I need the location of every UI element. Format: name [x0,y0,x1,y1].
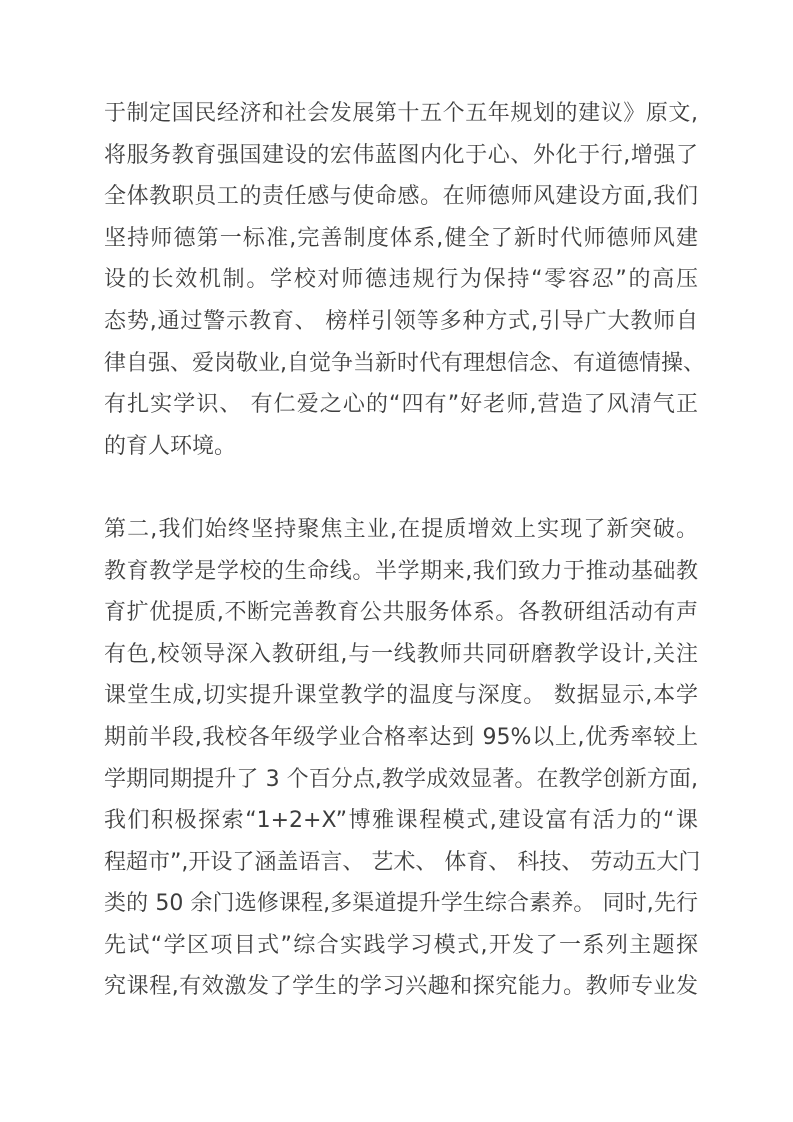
document-text-body [104,93,705,1008]
text-line: 有扎实学识、 有仁爱之心的“四有”好老师,营造了风清气正 [104,392,698,418]
text-line: 将服务教育强国建设的宏伟蓝图内化于心、外化于行,增强了 [104,142,698,168]
paragraph-1 [104,93,705,467]
text-line: 我们积极探索“1+2+X”博雅课程模式,建设富有活力的“课 [104,808,698,834]
paragraph-2 [104,509,701,1008]
text-line: 第二,我们始终坚持聚焦主业,在提质增效上实现了新突破。 [104,516,698,542]
text-line: 于制定国民经济和社会发展第十五个五年规划的建议》原文, [104,101,698,126]
text-line: 先试“学区项目式”综合实践学习模式,开发了一系列主题探 [104,932,698,958]
text-line: 坚持师德第一标准,完善制度体系,健全了新时代师德师风建 [104,225,698,251]
text-line: 设的长效机制。学校对师德违规行为保持“零容忍”的高压 [104,267,698,293]
text-line: 育扩优提质,不断完善教育公共服务体系。各教研组活动有声 [104,600,698,626]
text-line: 期前半段,我校各年级学业合格率达到 95%以上,优秀率较上 [104,724,698,750]
text-line: 课堂生成,切实提升课堂教学的温度与深度。 数据显示,本学 [104,683,698,709]
text-line: 教育教学是学校的生命线。半学期来,我们致力于推动基础教 [104,558,698,584]
text-line: 究课程,有效激发了学生的学习兴趣和探究能力。教师专业发 [104,974,698,1000]
text-line: 有色,校领导深入教研组,与一线教师共同研磨教学设计,关注 [104,641,698,667]
text-line: 的育人环境。 [104,433,237,459]
text-line: 律自强、爱岗敬业,自觉争当新时代有理想信念、有道德情操、 [104,350,705,376]
text-line: 程超市”,开设了涵盖语言、 艺术、 体育、 科技、 劳动五大门 [104,849,701,875]
text-line: 学期同期提升了 3 个百分点,教学成效显著。在教学创新方面, [104,766,698,792]
text-line: 类的 50 余门选修课程,多渠道提升学生综合素养。 同时,先行 [104,891,698,917]
text-line: 全体教职员工的责任感与使命感。在师德师风建设方面,我们 [104,184,698,210]
text-line: 态势,通过警示教育、 榜样引领等多种方式,引导广大教师自 [104,308,698,334]
